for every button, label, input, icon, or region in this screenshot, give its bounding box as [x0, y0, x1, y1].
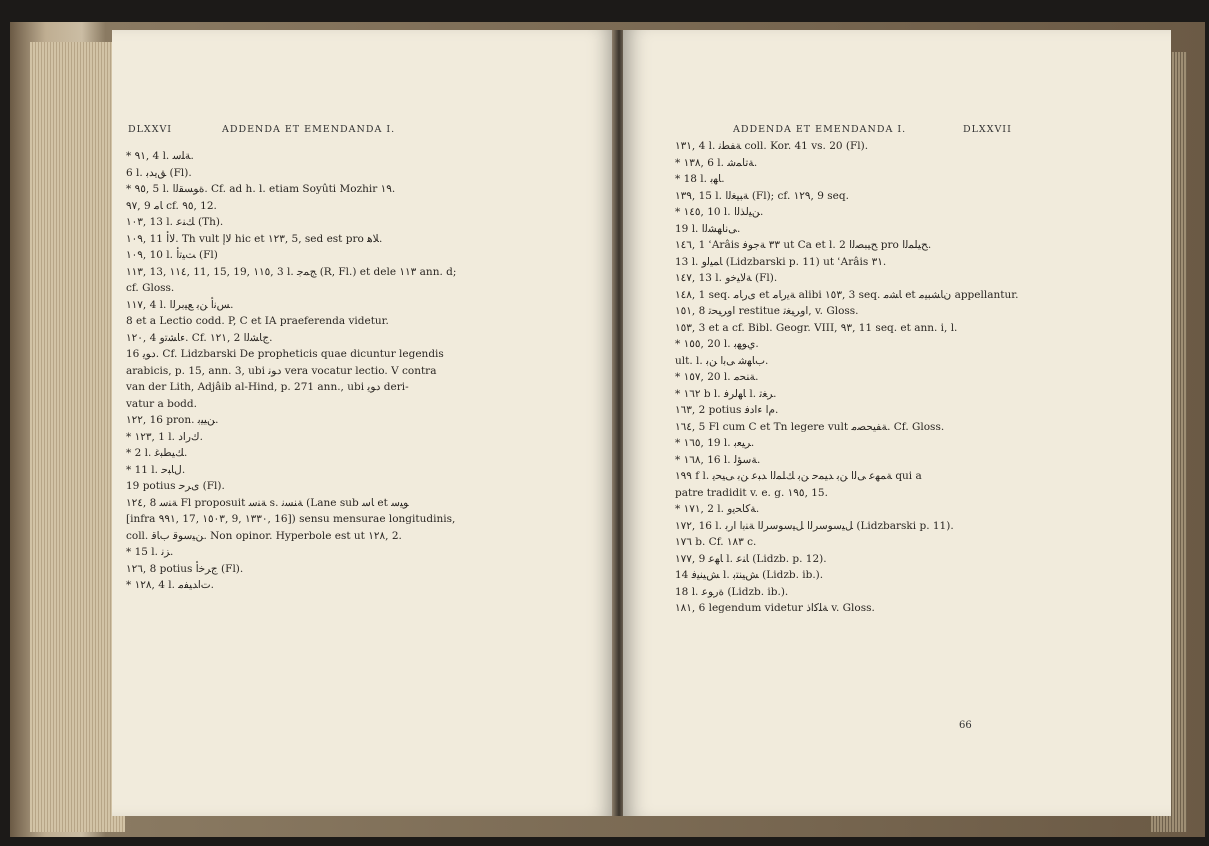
text-line: * 2 l. ﻚﻴﻄﺒﻏ. — [126, 447, 188, 459]
text-line: coll. ﻦﻴﺳﻮﻗ ﺏﺎﻗ. Non opinor. Hyperbole est ut ١٢٨, 2. — [126, 529, 402, 542]
text-line: arabicis, p. 15, ann. 3, ubi ﺩﻮﻧ vera vocatur lectio. V contra — [126, 364, 437, 377]
text-line: ١١٧, 4 l. ﺲﻧﺃ ﻦﺑ ﻊﻴﺑﺮﻟﺍ. — [126, 298, 234, 311]
left-lines — [126, 148, 606, 594]
text-line: * 15 l. ﺰﻧ. — [126, 546, 174, 558]
text-line: 13 l. ﺎﻤﻴﻟﻭ (Lidzbarski p. 11) ut ʿArâis ٣١. — [675, 255, 887, 268]
text-line: ١٠٣, 13 l. ﻚﻨﻋ (Th). — [126, 216, 224, 228]
text-line: ١٦٤, 5 Fl cum C et Tn legere vult ﺔﻔﻴﺤﺼﻣ. Cf. Gloss. — [675, 420, 945, 433]
text-line: * ١٧١, 2 l. ﺔﻛﺎﺤﻳﻭ. — [675, 503, 760, 515]
text-line: ١٥١, 8 ﺍﻭﺮﻴﺤﺗ restitue ﺍﻭﺮﻴﻐﺗ, v. Gloss. — [675, 305, 859, 317]
text-line: 16 ﺩﻮﻳ. Cf. Lidzbarski De propheticis quae dicuntur legendis — [126, 348, 444, 360]
text-line: 8 et a Lectio codd. P, C et IA praeferenda videtur. — [126, 315, 389, 327]
text-line: ult. l. ﺏﺎﻬﺷ ﻰﺑﺍ ﻦﺑ. — [675, 354, 769, 367]
text-line: ١٨١, 6 legendum videtur ﺔﻠﻛﺍﺫ v. Gloss. — [675, 602, 875, 614]
text-line: ١٢٤, 8 ﺔﻨﺳ Fl proposuit ﺔﻨﺳ s. ﺔﻨﺴﻧ (Lane sub ﺎﺳ et ﻮﻴﺳ — [126, 496, 409, 509]
text-line: * ١٦٥, 19 l. ﺮﻴﻌﺑ. — [675, 437, 755, 449]
text-line: ١٧٢, 16 l. ﻞﻴﺳﻮﺳﺮﻟﺍ ﻞﻴﺳﻮﺳﺮﻟﺍ ﺔﻨﺑﺍ ﺍﺭﺑ (Lidzbarski p. 11). — [675, 519, 954, 532]
text-line: ١٢٠, 4 ﺀﺎﺸﺗﻭ. Cf. ١٢١, 2 ﺝﺎﺸﻟﺍ. — [126, 331, 273, 344]
text-line: * ١٥٧, 20 l. ﺔﻨﺤﻣ. — [675, 371, 759, 383]
right-running-title: ADDENDA ET EMENDANDA I. — [733, 124, 907, 135]
text-line: ١٣١, 4 l. ﺔﻔﻄﻧ coll. Kor. 41 vs. 20 (Fl). — [675, 140, 869, 152]
text-line: [infra ٩٩١, 17, ١٥٠٣, 9, ١٣٣٠, 16]) sensu mensurae longitudinis, — [126, 513, 456, 525]
text-line: * ١٥٥, 20 l. ﻱﻮﻬﺑ. — [675, 338, 759, 350]
text-line: ١٤٨, 1 seq. ﻯﺭﺎﻣ et ﺔﻳﺭﺎﻣ alibi ١٥٣, 3 seq. ﺎﺸﻣ et ﻥﺎﺸﺒﻴﻣ appellantur. — [675, 288, 1019, 301]
text-line: ١٧٧, 9 ﺎﻬﻋ l. ﺎﻨﻋ (Lidzb. p. 12). — [675, 552, 827, 565]
left-page — [112, 30, 615, 816]
text-line: ١٣٩, 15 l. ﺔﺒﻴﻐﻟﺍ (Fl); cf. ١٢٩, 9 seq. — [675, 189, 849, 202]
text-line: * ١٣٨, 6 l. ﺔﺗﺎﻤﺷ. — [675, 156, 758, 169]
right-lines — [675, 138, 1155, 617]
text-line: ١٤٧, 13 l. ﺔﻟﺎﻴﺧﻭ (Fl). — [675, 272, 778, 284]
left-page-number: DLXXVI — [128, 124, 173, 135]
text-line: * ١٦٨, 16 l. ﺔﺳﺆﻟ. — [675, 453, 761, 466]
right-page — [623, 30, 1171, 816]
text-line: cf. Gloss. — [126, 282, 175, 294]
text-line: vatur a bodd. — [126, 397, 197, 410]
text-line: ١٠٩, 11 ﻻﺃ. Th vult ﻻﺇ hic et ١٢٣, 5, sed est pro ﻼﻫ. — [126, 232, 383, 245]
text-line: 14 ﺶﻴﻨﻴﻓ l. ﺶﻴﻨﺘﺑ (Lidzb. ib.). — [675, 569, 824, 581]
page-edges-left — [30, 42, 125, 832]
text-line: 19 potius ﻯﺮﺣ (Fl). — [126, 480, 225, 492]
text-line: van der Lith, Adjâib al-Hind, p. 271 ann., ubi ﺩﻮﻳ deri- — [126, 381, 409, 393]
text-line: * ١٢٣, 1 l. ﻙﺭﺍﺩ. — [126, 430, 203, 443]
text-line: ١٢٢, 16 pron. ﻦﻴﻴﺑ. — [126, 414, 219, 426]
text-line: * ١٢٨, 4 l. ﺕﺍﺪﻴﻔﻣ. — [126, 579, 215, 591]
text-line: ١٤٦, 1 ʿArâis ٣٣ ﺔﺟﻮﻓ ut Ca et l. 2 ﺢﻴﺒﺼﻟﺍ pro ﺢﻴﻠﻤﻟﺍ. — [675, 239, 932, 251]
text-line: ١٢٦, 8 potius ﺝﺮﺧﺃ (Fl). — [126, 562, 244, 575]
text-line: ١٥٣, 3 et a cf. Bibl. Geogr. VIII, ٩٣, 11 seq. et ann. i, l. — [675, 321, 958, 334]
signature-number: 66 — [959, 720, 972, 731]
text-line: patre tradidit v. e. g. ١٩٥, 15. — [675, 486, 828, 499]
text-line: 19 l. ﻰﻧﺎﻬﺸﻟﺍ. — [675, 222, 741, 235]
right-page-number: DLXXVII — [963, 124, 1012, 135]
text-line: * 11 l. ﻝﺎﺒﺣ. — [126, 463, 186, 476]
text-line: * ٩٥, 5 l. ﺓﻮﺴﻘﻟﺍ. Cf. ad h. l. etiam Soyûti Mozhir ١٩. — [126, 183, 396, 195]
text-line: ١٠٩, 10 l. ﺖﻴﺗﺃ (Fl) — [126, 249, 218, 261]
text-line: * 18 l. ﺎﻬﺑ. — [675, 173, 725, 185]
text-line: * ٩١, 4 l. ﺔﻠﺳ. — [126, 150, 194, 162]
text-line: ١١٣, 13, ١١٤, 11, 15, 19, ١١٥, 3 l. ﺞﻤﺟ (R, Fl.) et dele ١١٣ ann. d; — [126, 265, 457, 278]
text-line: * ١٦٢ b l. ﺎﻬﻟﺮﻓ l. ﺮﻐﺗ. — [675, 387, 777, 400]
text-line: ١٧٦ b. Cf. ١٨٣ c. — [675, 536, 757, 548]
left-running-title: ADDENDA ET EMENDANDA I. — [222, 124, 396, 135]
text-line: ١٦٣, 2 potius ﻡﺍ ﺀﺍﺩﻓ. — [675, 404, 779, 416]
text-line: ١٩٩ f l. ﺔﻤﻬﻋ ﻰﻟﺍ ﻦﺑ ﺪﻴﻤﺣ ﻦﺑ ﻚﻠﻤﻟﺍ ﺪﺒﻋ ﻦﺑ ﻰﻴﺤﻳ qui a — [675, 470, 922, 482]
text-line: ٩٧, 9 ﺎﻣ cf. ٩٥, 12. — [126, 199, 217, 212]
text-line: * ١٤٥, 10 l. ﻦﻴﻟﺬﻟﺍ. — [675, 206, 764, 218]
text-line: 18 l. ﺓﺭﻮﻋ (Lidzb. ib.). — [675, 585, 789, 598]
text-line: 6 l. ﻖﻳﺪﺑ (Fl). — [126, 166, 192, 179]
